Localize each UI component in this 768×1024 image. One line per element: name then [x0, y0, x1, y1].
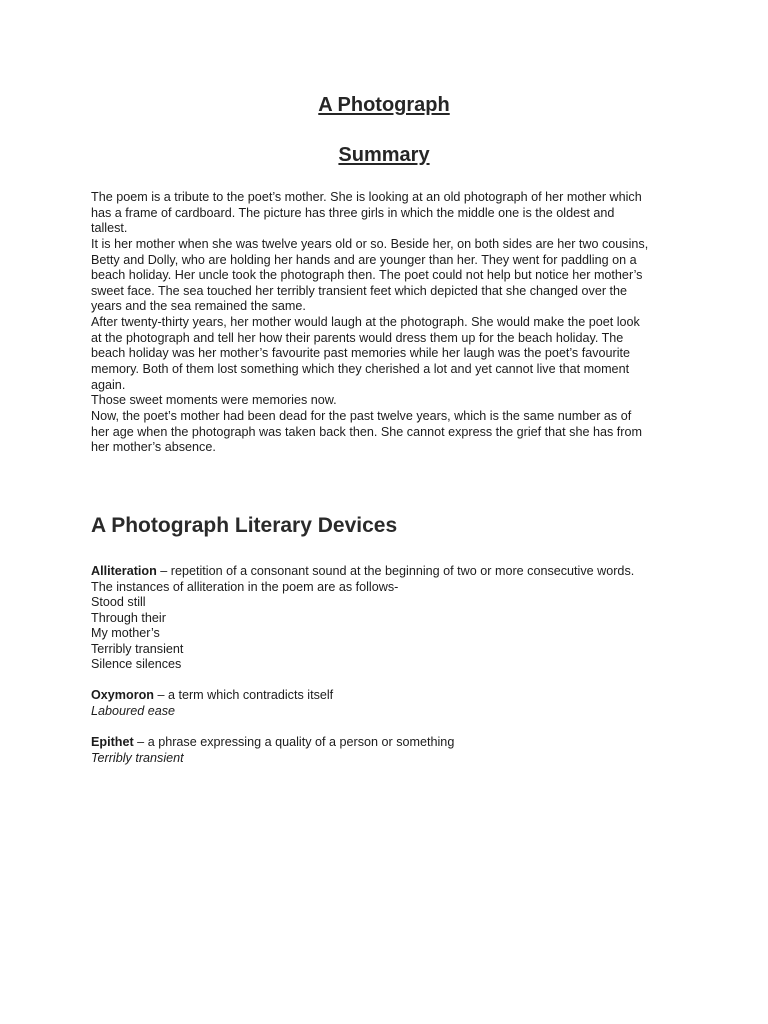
summary-line: sweet face. The sea touched her terribly transient feet which depicted that she changed over the: [91, 283, 628, 298]
alliteration-example: My mother’s: [91, 626, 160, 641]
alliteration-definition-text: – repetition of a consonant sound at the beginning of two or more consecutive words.: [156, 564, 635, 578]
summary-line: The poem is a tribute to the poet’s mother. She is looking at an old photograph of her mother which: [91, 190, 642, 204]
epithet-example: Terribly transient: [91, 750, 184, 765]
oxymoron-term: Oxymoron: [91, 688, 154, 703]
summary-line: her mother’s absence.: [91, 440, 216, 455]
alliteration-example: Terribly transient: [91, 641, 184, 656]
summary-line: memory. Both of them lost something which they cherished a lot and yet cannot live that moment: [91, 362, 630, 377]
literary-devices-section: [91, 564, 711, 766]
alliteration-term: Alliteration: [91, 564, 157, 578]
epithet-term: Epithet: [91, 735, 134, 750]
summary-line: has a frame of cardboard. The picture has three girls in which the middle one is the oldest and: [91, 205, 615, 220]
summary-line: at the photograph and tell her how their parents would dress them up for the beach holiday. The: [91, 330, 624, 345]
alliteration-definition: [91, 564, 711, 580]
summary-line: After twenty-thirty years, her mother would laugh at the photograph. She would make the poet look: [91, 315, 640, 330]
summary-line: beach holiday was her mother’s favourite past memories while her laugh was the poet’s favourite: [91, 346, 631, 361]
summary-line: years and the sea remained the same.: [91, 299, 306, 314]
summary-heading: Summary: [338, 144, 430, 166]
blank-line: [91, 719, 711, 735]
document-title: A Photograph: [318, 94, 450, 116]
alliteration-example: Stood still: [91, 595, 146, 610]
summary-line: Now, the poet’s mother had been dead for the past twelve years, which is the same number as of: [91, 408, 632, 423]
summary-line: beach holiday. Her uncle took the photograph then. The poet could not help but notice her mother’s: [91, 268, 643, 283]
epithet-definition: [91, 735, 711, 751]
summary-line: Betty and Dolly, who are holding her hands and are younger than her. They went for paddling on a: [91, 252, 637, 267]
summary-line: her age when the photograph was taken back then. She cannot express the grief that she has from: [91, 424, 642, 439]
summary-line: Those sweet moments were memories now.: [91, 393, 337, 408]
summary-line: It is her mother when she was twelve years old or so. Beside her, on both sides are her two cousins,: [91, 236, 649, 251]
summary-line: tallest.: [91, 221, 128, 236]
alliteration-example: Through their: [91, 610, 166, 625]
literary-devices-heading: A Photograph Literary Devices: [91, 514, 398, 537]
oxymoron-definition-text: – a term which contradicts itself: [153, 688, 334, 703]
oxymoron-definition: [91, 688, 711, 704]
blank-line: [91, 673, 711, 689]
oxymoron-example: Laboured ease: [91, 703, 176, 718]
alliteration-example: Silence silences: [91, 657, 182, 672]
summary-line: again.: [91, 377, 126, 392]
epithet-definition-text: – a phrase expressing a quality of a person or something: [133, 735, 455, 750]
alliteration-intro: The instances of alliteration in the poem are as follows-: [91, 579, 399, 594]
summary-paragraph: [91, 190, 711, 456]
